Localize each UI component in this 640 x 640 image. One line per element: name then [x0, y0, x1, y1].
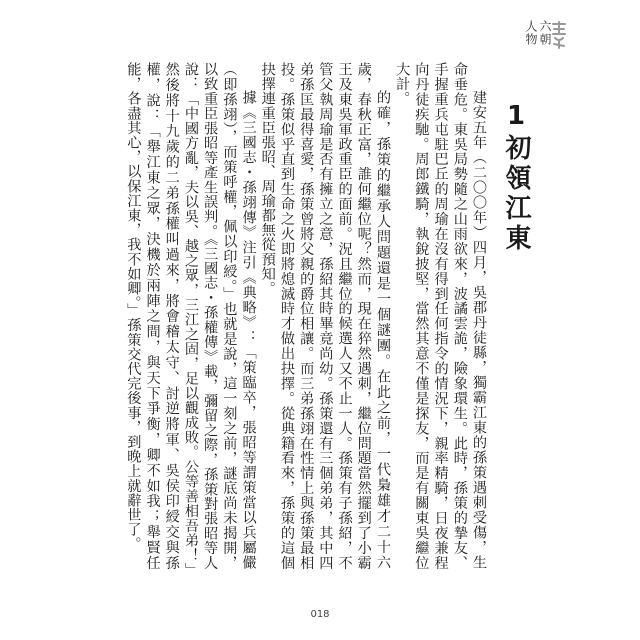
running-head	[524, 20, 552, 46]
paragraph: 的確，孫策的繼承人問題還是一個謎團。在此之前，一代梟雄才二十六歲，春秋正富，誰何繼位呢？然而，現在猝然遇刺，繼位問題當然擺到了小霸王及東吳軍政重臣的面前。況且繼位的候選人又不止一人。孫策有子孫紹，不管父執周瑜是否有擁立之意，孫紹其時畢竟尚幼。孫策還有三個弟弟，其中四弟孫匡最得喜愛，孫策曾將父親的爵位相讓。而三弟孫翊在性情上與孫策最相投。孫策似乎直到生命之火即將熄滅時才做出抉擇。從典籍看來，孫策的這個抉擇連重臣張昭、周瑜都無從預知。	[259, 62, 391, 570]
body-text	[68, 62, 488, 570]
running-head-line-1: 六朝	[538, 20, 552, 46]
seal-mark	[550, 20, 568, 50]
book-page	[72, 18, 568, 628]
chapter-title: 初領江東	[501, 134, 531, 254]
page-number: 018	[310, 609, 330, 620]
chapter-number: 1	[506, 101, 526, 131]
chapter-heading	[496, 102, 536, 254]
running-head-line-2: 人物	[524, 20, 538, 46]
paragraph: 據《三國志・孫翊傳》注引《典略》：「策臨卒，張昭等謂策當以兵屬儼（即孫翊），而策呼權，佩以印綬。」也就是說，這一刻之前，謎底尚未揭開，以致重臣張昭等產生誤判。《三國志・孫權傳》載，彌留之際，孫策對張昭等人說：「中國方亂，夫以吳、越之眾，三江之固，足以觀成敗。公等善相吾弟！」然後將十九歲的二弟孫權叫過來，將會稽太守、討逆將軍、吳侯印綬交與孫權，說：「舉江東之眾，決機於兩陣之間，與天下爭衡，卿不如我；舉賢任能，各盡其心，以保江東，我不如卿。」孫策交代完後事，到晚上就辭世了。	[125, 62, 257, 570]
paragraph: 建安五年（二〇〇年）四月，吳郡丹徒縣，獨霸江東的孫策遇刺受傷，生命垂危。東吳局勢隨之山雨欲來，波譎雲詭，險象環生。此時，孫策的摯友、手握重兵屯駐巴丘的周瑜在沒有得到任何指令的情況下，親率精騎，日夜兼程向丹徒疾馳。周郎鐵騎，執銳披堅，當然其意不僅是探友，而是有關東吳繼位大計。	[394, 62, 487, 570]
